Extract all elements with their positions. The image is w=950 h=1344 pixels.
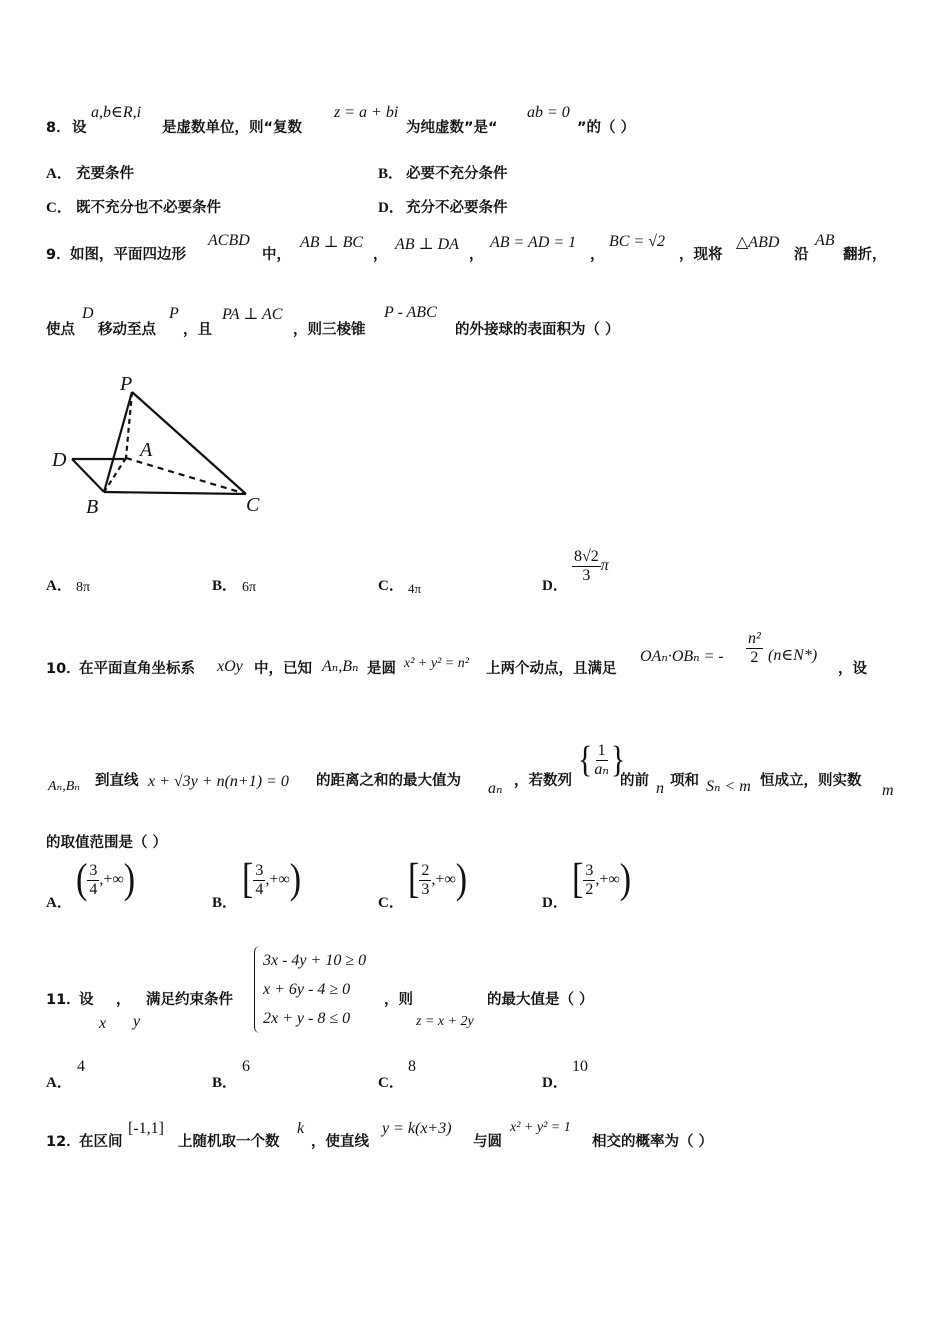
q9-line2-text-3: ，且 [183,322,212,338]
q10-text-3: 是圆 [367,661,396,677]
q10-math-2: Aₙ,Bₙ [322,658,359,675]
q9-option-d-pi: π [600,557,609,575]
q9-math-2: AB ⊥ BC [300,234,364,251]
q11-text-3: 满足约束条件 [146,992,233,1008]
q12-text-4: 与圆 [473,1134,502,1150]
q10-fraction-numerator: n² [748,630,761,647]
q10-text-5: ，设 [838,661,867,677]
q8-math-1: a,b∈R,i [91,104,142,121]
q9-math-7: AB [815,232,835,249]
q8-math-2: z = a + bi [334,104,399,121]
q11-text-4: ，则 [384,992,413,1008]
q9-option-c-label: C． [378,578,404,594]
q9-math-4: AB = AD = 1 [490,234,577,251]
q8-text-1: 设 [72,120,87,136]
q9-option-a: 8π [76,580,91,595]
q8-option-b-label: B． [378,166,404,182]
q10-math-1: xOy [217,658,243,675]
q8-text-2: 是虚数单位，则“复数 [162,120,303,136]
q9-text-2: 中， [262,247,291,263]
q8-option-c-label: C． [46,200,72,216]
q11-option-b-label: B． [212,1075,238,1091]
q12-text-2: 上随机取一个数 [178,1134,280,1150]
q9-line2-math-3: PA ⊥ AC [222,306,283,323]
q10-line2-math-6: m [882,782,894,799]
q10-line3-text: 的取值范围是（ ） [46,835,168,851]
q11-var-x: x [99,1015,107,1032]
q10-line2-text-1: 到直线 [95,773,139,789]
q8-option-d-label: D． [378,200,404,216]
vertex-a-label: A [140,439,153,461]
q9-text-7: 沿 [794,247,809,263]
q9-option-c: 4π [408,581,422,596]
q8-math-3: ab = 0 [527,104,570,121]
q9-option-b-label: B． [212,578,238,594]
q8-text-3: 为纯虚数”是“ [406,120,498,136]
q11-text-1: 设 [79,992,94,1008]
q11-var-y: y [133,1013,141,1030]
q10-option-c-label: C． [378,895,404,911]
q11-text-5: 的最大值是（ ） [487,992,594,1008]
q9-tetrahedron-figure [48,368,278,523]
q10-line2-math-2: x + √3y + n(n+1) = 0 [148,773,289,790]
q10-sequence: { $\frac{1}{\text{aₙ}}$ } [578,738,626,781]
q8-number: 8． [46,120,71,136]
q10-option-b-label: B． [212,895,238,911]
q10-line2-math-3: aₙ [488,780,503,797]
q10-text-4: 上两个动点，且满足 [486,661,617,677]
q11-option-d-label: D． [542,1075,568,1091]
q8-text-4: ”的（ ） [577,120,636,136]
vertex-p-label: P [120,373,133,395]
q11-constraint-2: x + 6y - 4 ≥ 0 [263,981,351,998]
q10-text-1: 在平面直角坐标系 [79,661,195,677]
q11-number: 11． [46,992,81,1008]
q9-line2-text-5: 的外接球的表面积为（ ） [455,322,620,338]
q9-line2-text-4: ，则三棱锥 [293,322,366,338]
q11-option-c: 8 [408,1058,416,1075]
q10-math-4b: (n∈N*) [768,647,818,664]
q8-option-a: 充要条件 [76,166,134,182]
q9-option-d-numerator: 8√2 [574,548,599,565]
q12-text-1: 在区间 [79,1134,123,1150]
q11-constraint-system [254,946,366,1033]
q10-option-c: [ $\frac{2}{3}$ ,+∞) [408,856,468,903]
q9-line2-math-1: D [82,305,94,322]
q10-line2-text-2: 的距离之和的最大值为 [316,773,461,789]
vertex-d-label: D [52,449,67,471]
q12-number: 12． [46,1134,81,1150]
q9-math-5: BC = √2 [609,233,666,250]
q9-line2-text-2: 移动至点 [98,322,156,338]
q10-text-2: 中，已知 [254,661,312,677]
q9-text-1: 如图，平面四边形 [70,247,186,263]
edge-pb [104,392,132,492]
q10-math-3: x² + y² = n² [404,656,469,671]
q11-constraint-3: 2x + y - 8 ≤ 0 [263,1010,351,1027]
q12-math-2: k [297,1120,305,1137]
q10-line2-math-5: Sₙ < m [706,778,751,795]
q12-math-4: x² + y² = 1 [510,1120,571,1135]
q11-option-a-label: A． [46,1075,72,1091]
edge-ac-hidden [126,458,246,494]
q9-option-d-denominator: 3 [582,566,591,584]
q11-option-d: 10 [572,1058,588,1075]
q12-text-5: 相交的概率为（ ） [592,1134,714,1150]
q8-option-c: 既不充分也不必要条件 [76,200,221,216]
q10-line2-math-1: Aₙ,Bₙ [48,779,80,794]
vertex-c-label: C [246,494,260,516]
q9-number: 9． [46,247,71,263]
q9-text-6: ，现将 [679,247,723,263]
q10-line2-text-3: ，若数列 [514,773,572,789]
q11-option-c-label: C． [378,1075,404,1091]
q11-option-b: 6 [242,1058,250,1075]
edge-ab-hidden [104,458,126,492]
q10-option-b: [ $\frac{3}{4}$ ,+∞) [242,856,302,903]
vertex-b-label: B [86,496,99,518]
q9-math-1: ACBD [208,232,250,249]
q10-option-d-label: D． [542,895,568,911]
q10-sequence-denominator: aₙ [594,760,609,778]
q9-math-6: △ABD [736,234,780,251]
q9-option-d [572,548,609,584]
q12-math-1: [-1,1] [128,1120,164,1137]
q10-option-a-label: A． [46,895,72,911]
q9-option-b: 6π [242,580,257,595]
q9-line2-math-4: P - ABC [384,304,437,321]
q8-option-b: 必要不充分条件 [406,166,508,182]
q12-math-3: y = k(x+3) [382,1120,452,1137]
q9-option-a-label: A． [46,578,72,594]
q9-text-3: ， [373,247,388,263]
q9-math-3: AB ⊥ DA [395,236,459,253]
q10-fraction-denominator: 2 [750,648,759,666]
q9-line2-text-1: 使点 [46,322,75,338]
q11-objective: z = x + 2y [416,1014,474,1029]
q9-text-5: ， [590,247,605,263]
edge-bc [104,492,246,494]
q9-option-d-label: D． [542,578,568,594]
q8-option-d: 充分不必要条件 [406,200,508,216]
q10-fraction [746,630,763,666]
q9-line2-math-2: P [169,305,179,322]
q11-constraint-1: 3x - 4y + 10 ≥ 0 [263,952,367,969]
q10-line2-math-4: n [656,780,664,797]
q10-math-4: OAₙ·OBₙ = - [640,648,724,665]
q9-text-8: 翻折， [843,247,887,263]
q11-text-2: ， [116,992,131,1008]
q10-option-a: ( $\frac{3}{4}$ ,+∞) [76,856,136,903]
q10-number: 10． [46,661,81,677]
q10-sequence-numerator: 1 [597,742,606,759]
q10-line2-text-6: 恒成立，则实数 [760,773,862,789]
q10-line2-text-5: 项和 [670,773,699,789]
q10-option-d: [ $\frac{3}{2}$ ,+∞) [572,856,632,903]
q11-option-a: 4 [77,1058,85,1075]
q8-option-a-label: A． [46,166,72,182]
q9-text-4: ， [469,247,484,263]
edge-db [72,459,104,492]
q10-line2-text-4: 的前 [620,773,649,789]
q12-text-3: ，使直线 [311,1134,369,1150]
